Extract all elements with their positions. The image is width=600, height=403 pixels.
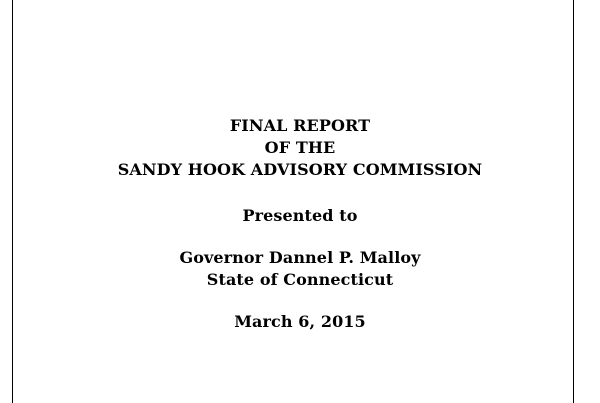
presented-to [0, 205, 600, 227]
presented-to-label: Presented to [242, 206, 358, 225]
recipient-name: Governor Dannel P. Malloy [179, 248, 421, 267]
recipient-state: State of Connecticut [206, 270, 394, 289]
date-text: March 6, 2015 [234, 312, 366, 331]
title-line-1: FINAL REPORT [229, 116, 371, 135]
report-title [0, 115, 600, 181]
page-right-border [573, 0, 574, 403]
report-date [0, 311, 600, 333]
title-line-2: OF THE [264, 138, 336, 157]
page-left-border [12, 0, 13, 403]
recipient [0, 247, 600, 291]
title-line-3: SANDY HOOK ADVISORY COMMISSION [117, 160, 483, 179]
